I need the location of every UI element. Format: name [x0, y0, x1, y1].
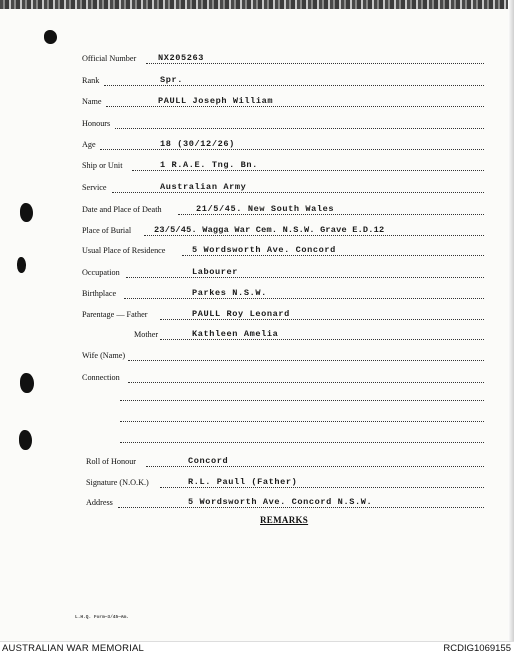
service-label: Service: [82, 183, 107, 192]
usual-residence-value: 5 Wordsworth Ave. Concord: [192, 245, 336, 255]
place-of-burial-row: [0, 224, 514, 240]
print-reference: L.H.Q. Form—3/45—Am.: [75, 615, 130, 620]
birthplace-row: [0, 287, 514, 303]
scan-top-edge: [0, 0, 514, 9]
parentage-father-row: [0, 308, 514, 324]
rank-label: Rank: [82, 76, 100, 85]
name-row: [0, 95, 514, 111]
age-row: [0, 138, 514, 154]
address-row: [0, 496, 514, 512]
connection-extra-line: [120, 421, 484, 422]
rank-row: [0, 74, 514, 90]
archive-footer: [0, 641, 514, 655]
occupation-value: Labourer: [192, 267, 239, 277]
punch-hole: [44, 30, 57, 44]
rank-value: Spr.: [160, 75, 184, 85]
connection-extra-line: [120, 400, 484, 401]
birthplace-value: Parkes N.S.W.: [192, 288, 267, 298]
parentage-mother-row: [0, 328, 514, 344]
service-row: [0, 181, 514, 197]
address-value: 5 Wordsworth Ave. Concord N.S.W.: [188, 497, 373, 507]
usual-residence-label: Usual Place of Residence: [82, 246, 166, 255]
punch-hole: [19, 430, 32, 450]
roll-of-honour-value: Concord: [188, 456, 229, 466]
name-value: PAULL Joseph William: [158, 96, 274, 106]
honours-label: Honours: [82, 119, 111, 128]
address-label: Address: [86, 498, 113, 507]
parentage-mother-value: Kathleen Amelia: [192, 329, 279, 339]
remarks-heading: REMARKS: [260, 515, 309, 525]
connection-label: Connection: [82, 373, 120, 382]
footer-record-id: RCDIG1069155: [443, 643, 511, 654]
signature-row: [0, 476, 514, 492]
official-number-value: NX205263: [158, 53, 205, 63]
place-of-burial-label: Place of Burial: [82, 226, 132, 235]
roll-of-honour-row: [0, 455, 514, 471]
ship-or-unit-value: 1 R.A.E. Tng. Bn.: [160, 160, 258, 170]
ship-or-unit-row: [0, 159, 514, 175]
connection-row: [0, 371, 514, 387]
wife-row: [0, 349, 514, 365]
birthplace-label: Birthplace: [82, 289, 117, 298]
age-label: Age: [82, 140, 96, 149]
parentage-father-value: PAULL Roy Leonard: [192, 309, 290, 319]
date-place-death-row: [0, 203, 514, 219]
wife-label: Wife (Name): [82, 351, 126, 360]
usual-residence-row: [0, 244, 514, 260]
connection-extra-line: [120, 442, 484, 443]
name-label: Name: [82, 97, 102, 106]
signature-value: R.L. Paull (Father): [188, 477, 298, 487]
ship-or-unit-label: Ship or Unit: [82, 161, 123, 170]
place-of-burial-value: 23/5/45. Wagga War Cem. N.S.W. Grave E.D.12: [154, 225, 385, 235]
signature-label: Signature (N.O.K.): [86, 478, 149, 487]
age-value: 18 (30/12/26): [160, 139, 235, 149]
date-place-death-label: Date and Place of Death: [82, 205, 162, 214]
occupation-label: Occupation: [82, 268, 120, 277]
footer-institution: AUSTRALIAN WAR MEMORIAL: [2, 643, 145, 654]
official-number-row: [0, 52, 514, 68]
parentage-mother-label: Mother: [134, 330, 159, 339]
occupation-row: [0, 266, 514, 282]
parentage-father-label: Parentage — Father: [82, 310, 148, 319]
service-value: Australian Army: [160, 182, 247, 192]
official-number-label: Official Number: [82, 54, 137, 63]
roll-of-honour-label: Roll of Honour: [86, 457, 137, 466]
date-place-death-value: 21/5/45. New South Wales: [196, 204, 335, 214]
honours-row: [0, 117, 514, 133]
